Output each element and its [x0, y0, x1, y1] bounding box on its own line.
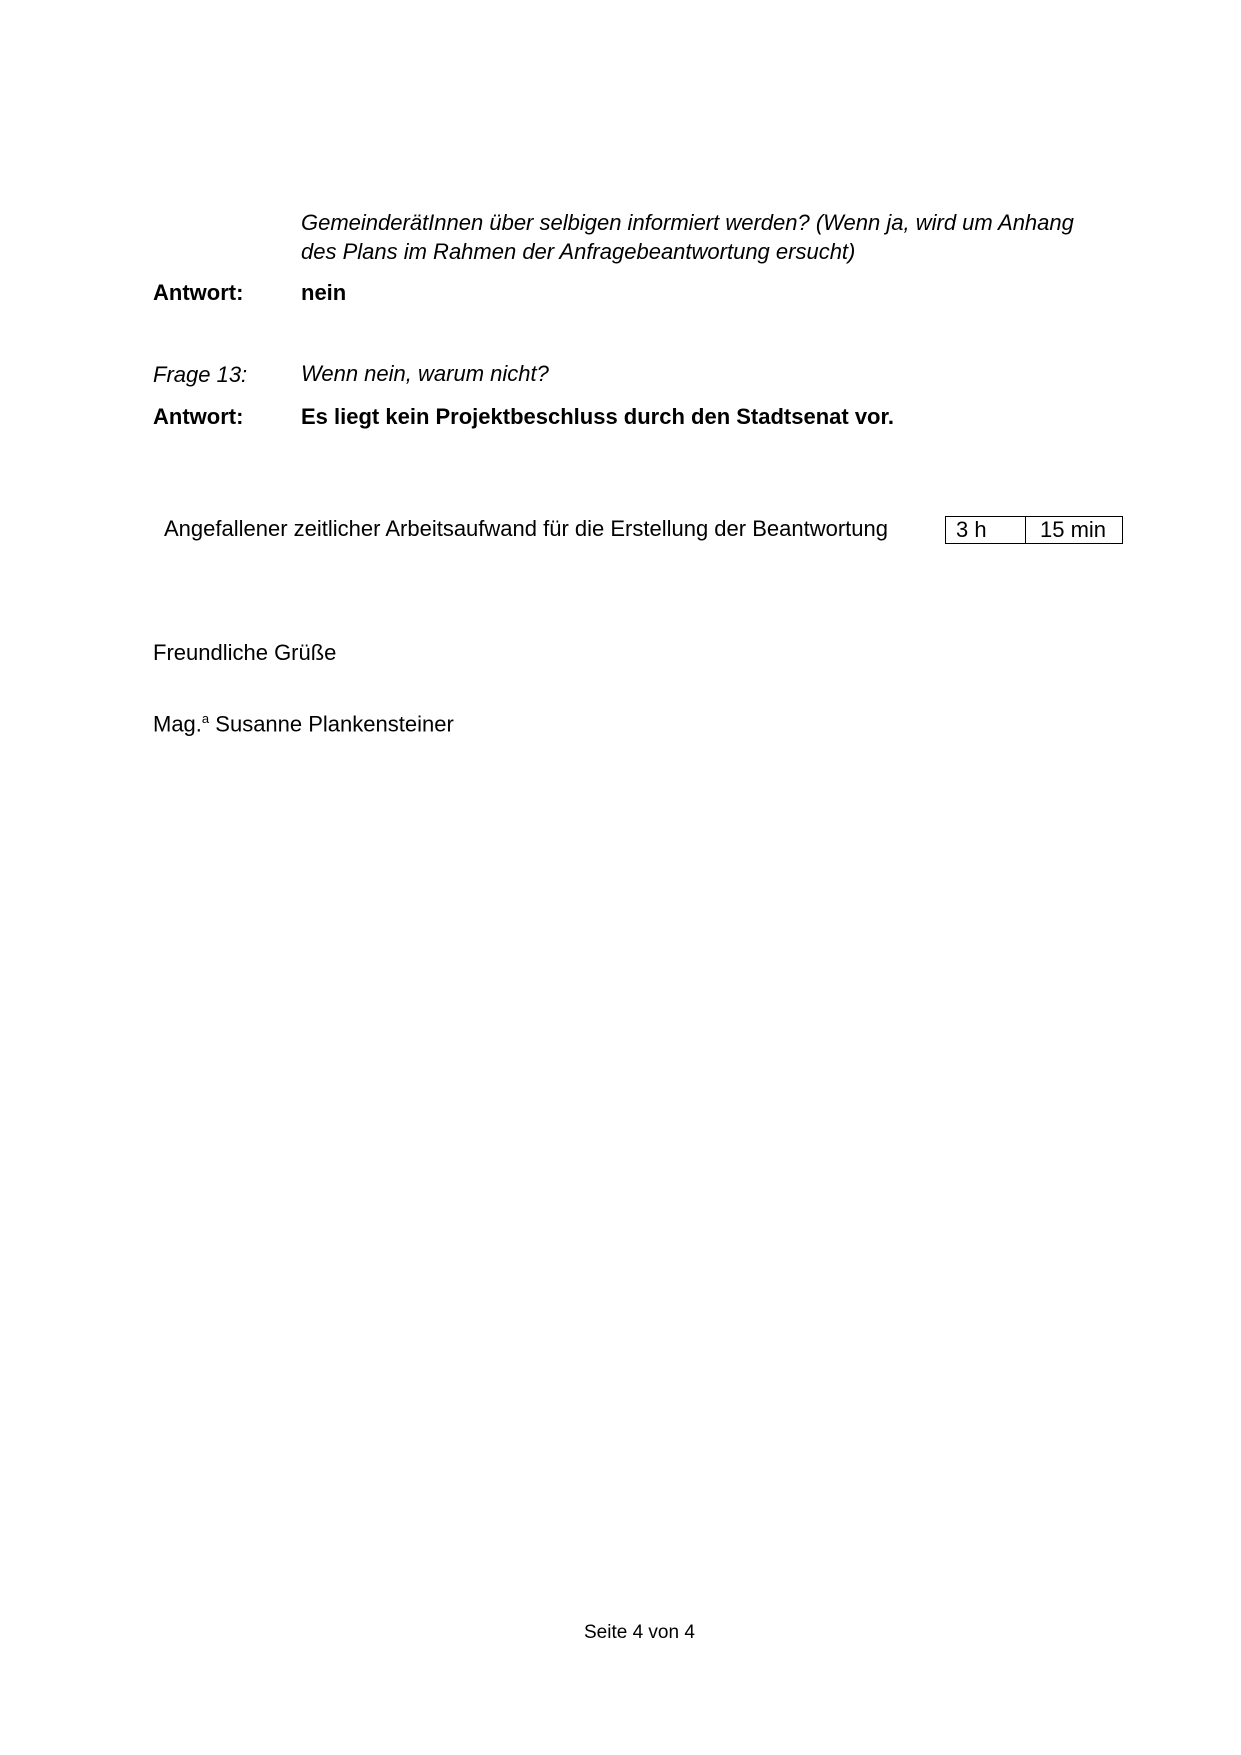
page-number: Seite 4 von 4	[584, 1622, 695, 1643]
effort-table	[945, 516, 1123, 544]
answer-12-text: nein	[301, 280, 347, 305]
signatory	[153, 711, 454, 737]
effort-label: Angefallener zeitlicher Arbeitsaufwand für die Erstellung der Beantwortung	[164, 516, 888, 541]
signatory-name: Susanne Plankensteiner	[215, 711, 454, 737]
effort-hours: 3 h	[946, 517, 1026, 543]
effort-minutes: 15 min	[1040, 517, 1107, 542]
question-13-label: Frage 13:	[153, 362, 248, 387]
question-continuation-line-1: GemeinderätInnen über selbigen informiert werden? (Wenn ja, wird um Anhang	[301, 210, 1074, 235]
question-13-text: Wenn nein, warum nicht?	[301, 361, 549, 386]
question-continuation-line-2: des Plans im Rahmen der Anfragebeantwortung ersucht)	[301, 239, 856, 264]
closing-greeting: Freundliche Grüße	[153, 640, 337, 665]
answer-13-text: Es liegt kein Projektbeschluss durch den Stadtsenat vor.	[301, 404, 894, 429]
signatory-title-superscript: a	[201, 711, 210, 726]
signatory-title: Mag.	[153, 711, 202, 737]
answer-13-label: Antwort:	[153, 404, 244, 429]
answer-12-label: Antwort:	[153, 280, 244, 305]
